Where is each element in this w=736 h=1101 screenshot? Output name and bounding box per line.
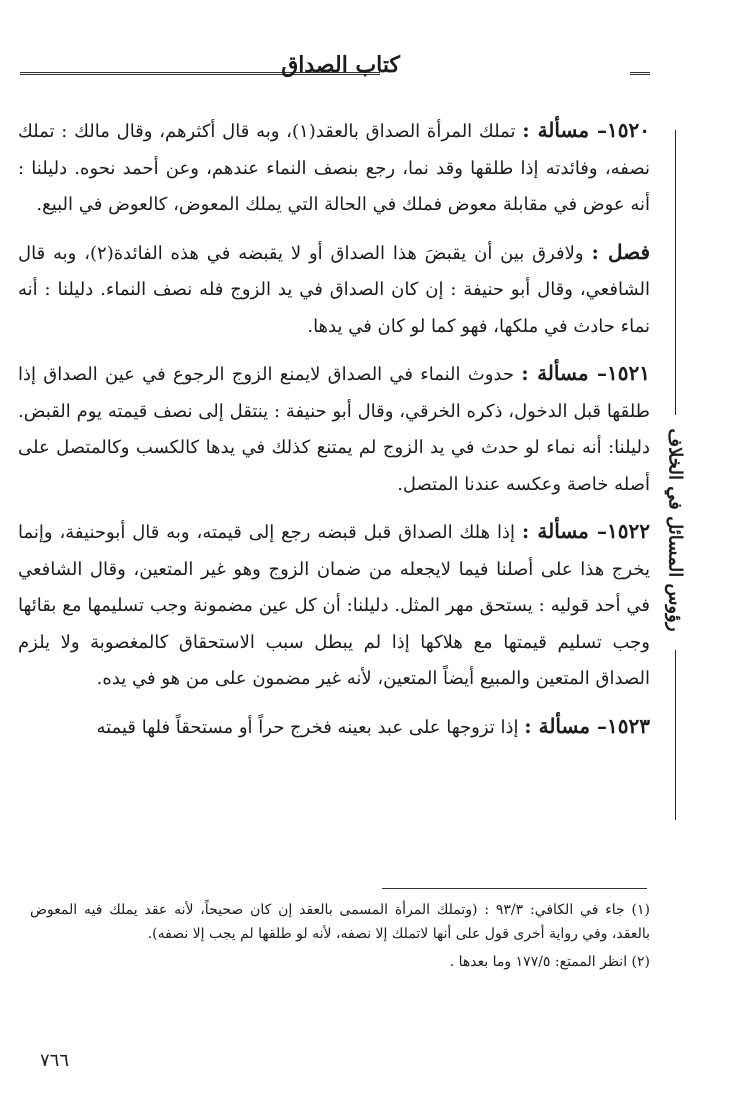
- paragraph-text: إذا تزوجها على عبد بعينه فخرج حراً أو مستحقاً فلها قيمته: [96, 716, 525, 738]
- issue-heading: فصل :: [591, 239, 651, 264]
- side-rule: [675, 130, 676, 415]
- paragraph-1521: [18, 355, 650, 503]
- issue-heading: ١٥٢٢– مسألة :: [521, 519, 650, 543]
- footnote-separator: [382, 888, 647, 889]
- paragraph-text: تملك المرأة الصداق بالعقد(١)، وبه قال أكثرهم، وقال مالك : تملك نصفه، وفائدته إذا طلقها وقد نما، رجع بنصف النماء عندهم، وعن أحمد نحوه. دليلنا : أنه عوض في مقابلة معوض فملك في الحالة التي يملك المعوض، كالعوض في البيع.: [18, 121, 650, 215]
- issue-heading: ١٥٢١– مسألة :: [521, 361, 650, 385]
- issue-heading: ١٥٢٣– مسألة :: [524, 713, 650, 738]
- paragraph-fasl: [18, 234, 650, 346]
- paragraph-1522: [18, 513, 650, 698]
- footnote-1: (١) جاء في الكافي: ٩٣/٣ : (وتملك المرأة المسمى بالعقد إن كان صحيحاً، لأنه عقد يملك فيه المعوض بالعقد، وفي رواية أخرى قول على أنها لاتملك إلا نصفه، لأنه لو طلقها لم يجب إلا نصفه).: [30, 902, 650, 942]
- book-title-vertical: رؤوس المسائل في الخلاف: [664, 428, 686, 632]
- footnotes: [30, 898, 650, 978]
- paragraph-text: ولافرق بين أن يقبضَ هذا الصداق أو لا يقبضه في هذه الفائدة(٢)، وبه قال الشافعي، وقال أبو حنيفة : إن كان الصداق في يد الزوج فله نصف النماء. دليلنا : أنه نماء حادث في ملكها، فهو كما لو كان في يدها.: [18, 242, 650, 337]
- side-rule: [675, 650, 676, 820]
- paragraph-text: إذا هلك الصداق قبل قبضه رجع إلى قيمته، وبه قال أبوحنيفة، وإنما يخرج هذا على أصلنا فيما لايجعله من ضمان الزوج وهو غير المتعين، وقال الشافعي في أحد قوليه : يستحق مهر المثل. دليلنا: أن كل عين مضمونة وجب تسليمها مع بقائها وجب تسليم قيمتها مع هلاكها إذا لم يبطل سبب الاستحقاق كالمغصوبة ولا يلزم الصداق المتعين والمبيع أيضاً المتعين، لأنه غير مضمون على من هو في يده.: [18, 522, 650, 689]
- paragraph-text: حدوث النماء في الصداق لايمنع الزوج الرجوع في عين الصداق إذا طلقها قبل الدخول، ذكره الخرقي، وقال أبو حنيفة : ينتقل إلى نصف قيمته يوم القبض. دليلنا: أنه نماء لو حدث في يد الزوج لم يمتنع كذلك في يدها كالكسب وكالمتصل على أصله خاصة وعكسه عندنا المتصل.: [18, 364, 650, 495]
- issue-heading: ١٥٢٠– مسألة :: [522, 118, 651, 142]
- chapter-title: كتاب الصداق: [281, 52, 400, 78]
- paragraph-1523: [18, 708, 650, 747]
- header-rule-short: [630, 72, 650, 75]
- running-header: [20, 48, 650, 88]
- side-margin-title: [655, 130, 695, 830]
- paragraph-1520: [18, 112, 650, 224]
- footnote-2: (٢) انظر الممتع: ١٧٧/٥ وما بعدها .: [449, 954, 650, 970]
- main-text: [18, 112, 650, 756]
- page-number: ٧٦٦: [40, 1050, 70, 1071]
